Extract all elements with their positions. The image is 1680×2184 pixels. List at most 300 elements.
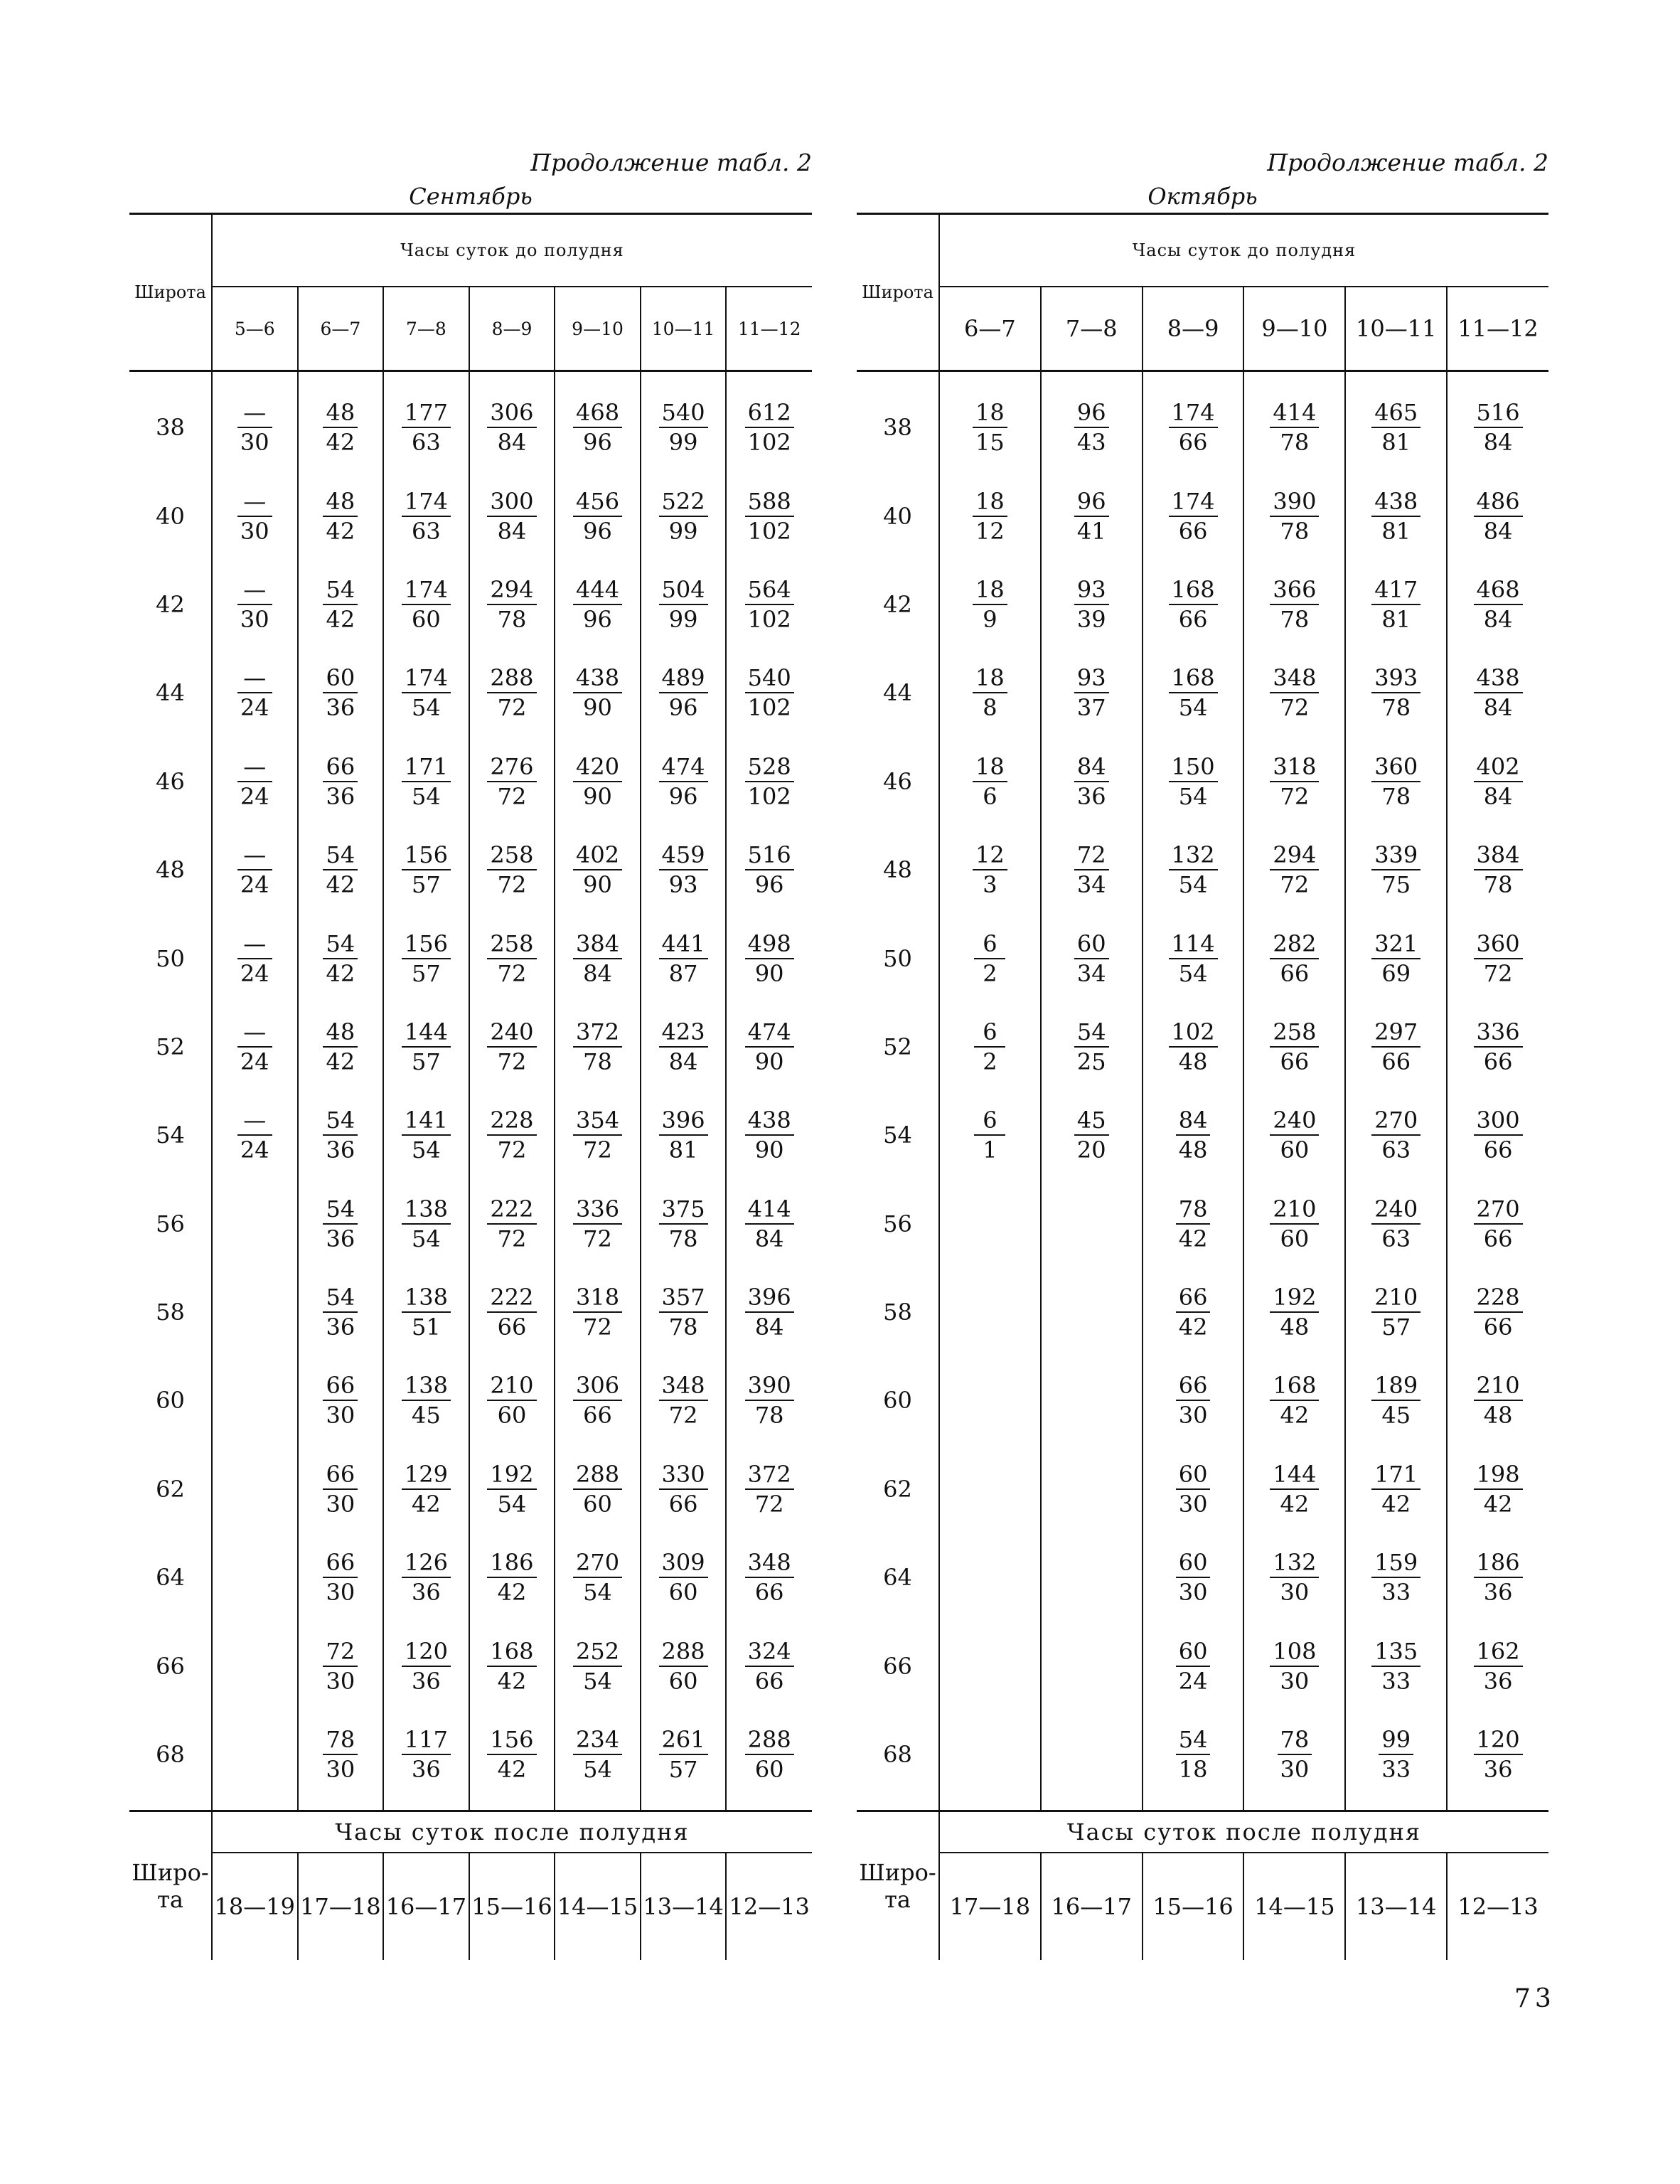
fraction-value [1270,929,1319,988]
fraction-numerator: 396 [745,1283,794,1313]
fraction-numerator: 54 [323,1195,358,1225]
fraction-numerator: 348 [1270,664,1319,693]
morning-hours-header: Часы суток до полудня [939,214,1548,287]
fraction-value [1371,1106,1420,1164]
fraction-denominator: 60 [668,1579,698,1607]
table-cell [212,914,298,1002]
fraction-numerator: 78 [1176,1195,1211,1225]
fraction-denominator: 78 [668,1314,698,1341]
fraction-value [402,487,451,545]
fraction-denominator: 66 [497,1314,527,1341]
fraction-numerator: 108 [1270,1637,1319,1667]
fraction-numerator: — [237,398,272,428]
hour-column-header: 6—7 [939,287,1041,371]
fraction-numerator: 261 [659,1725,708,1755]
fraction-value [487,752,536,811]
fraction-denominator: 54 [583,1579,612,1607]
fraction-denominator: 90 [754,1048,784,1075]
table-cell [939,737,1041,826]
table-continuation-label: Продолжение табл. 2 [530,149,812,176]
fraction-value [745,398,794,457]
fraction-value [323,664,358,722]
fraction-value [1169,929,1218,988]
fraction-value [745,1018,794,1076]
table-cell [555,1621,641,1710]
afternoon-hour-column-header: 12—13 [726,1853,812,1960]
table-cell [726,1445,812,1533]
fraction-value [1474,664,1523,722]
fraction-denominator: 60 [583,1490,612,1518]
table-cell [1345,1180,1447,1268]
fraction-numerator: 414 [1270,398,1319,428]
fraction-value [974,1018,1005,1076]
fraction-value [402,1637,451,1695]
fraction-value [973,841,1007,899]
fraction-value [237,752,272,811]
fraction-value [974,929,1005,988]
fraction-value [745,1460,794,1518]
table-cell [1143,1621,1244,1710]
fraction-denominator: 72 [497,694,527,722]
fraction-value [659,1637,708,1695]
fraction-numerator: — [237,929,272,959]
fraction-numerator: 318 [573,1283,622,1313]
fraction-denominator: 96 [583,517,612,545]
fraction-value [487,398,536,457]
fraction-numerator: 60 [1176,1548,1211,1578]
fraction-denominator: 36 [1483,1579,1513,1607]
table-cell [383,1180,469,1268]
table-cell [383,649,469,737]
fraction-value [323,1460,358,1518]
fraction-denominator: 78 [1381,782,1411,810]
fraction-denominator: 54 [1178,694,1208,722]
table-cell [555,1356,641,1444]
table-cell [469,560,555,649]
table-cell [1345,1533,1447,1621]
fraction-denominator: 84 [497,517,527,545]
fraction-value [1270,1106,1319,1164]
fraction-denominator: 18 [1178,1756,1208,1784]
fraction-denominator: 30 [1178,1579,1208,1607]
table-cell [555,472,641,560]
fraction-value [487,1106,536,1164]
fraction-numerator: 366 [1270,575,1319,605]
latitude-value: 66 [883,1652,912,1680]
fraction-denominator: 60 [1280,1225,1310,1252]
fraction-numerator: 177 [402,398,451,428]
table-cell [469,914,555,1002]
fraction-denominator: 42 [326,871,355,899]
table-cell [1143,383,1244,472]
fraction-numerator: 72 [323,1637,358,1667]
fraction-denominator: 45 [1381,1402,1411,1429]
table-cell [383,1621,469,1710]
fraction-numerator: 120 [402,1637,451,1667]
latitude-value: 44 [883,679,912,707]
september-panel [129,146,812,1960]
table-cell [212,1621,298,1710]
latitude-value: 58 [156,1299,185,1326]
fraction-value [745,575,794,634]
fraction-value [973,398,1007,457]
fraction-numerator: 168 [1169,575,1218,605]
latitude-value: 38 [883,414,912,442]
table-cell [1345,1710,1447,1799]
fraction-denominator: 51 [412,1314,441,1341]
table-cell [726,1091,812,1179]
latitude-value: 64 [883,1564,912,1592]
table-row [857,1091,1548,1179]
fraction-value [237,664,272,722]
fraction-value [973,664,1007,722]
table-row [129,1180,812,1268]
table-cell [1041,1180,1143,1268]
fraction-numerator: 117 [402,1725,451,1755]
fraction-denominator: 15 [975,429,1005,457]
table-cell [1143,560,1244,649]
table-cell [298,560,384,649]
fraction-denominator: 84 [754,1314,784,1341]
hour-column-header: 6—7 [298,287,384,371]
fraction-numerator: 270 [1474,1195,1523,1225]
fraction-numerator: 258 [487,841,536,870]
fraction-denominator: 63 [412,429,441,457]
fraction-value [973,487,1007,545]
table-cell [298,649,384,737]
table-cell [1041,1356,1143,1444]
fraction-denominator: 41 [1076,517,1106,545]
table-cell [1243,1710,1345,1799]
fraction-denominator: 30 [240,517,269,545]
fraction-numerator: 348 [659,1371,708,1401]
table-cell [641,383,727,472]
fraction-denominator: 90 [754,959,784,987]
table-cell [469,1003,555,1091]
table-cell [1447,1003,1548,1091]
table-cell [1243,1180,1345,1268]
fraction-numerator: 138 [402,1371,451,1401]
fraction-denominator: 57 [1381,1314,1411,1341]
fraction-numerator: 84 [1074,752,1109,782]
fraction-denominator: 36 [326,694,355,722]
fraction-denominator: 20 [1076,1136,1106,1164]
fraction-numerator: 192 [487,1460,536,1490]
fraction-denominator: 66 [583,1402,612,1429]
fraction-denominator: 63 [1381,1225,1411,1252]
fraction-numerator: 174 [1169,487,1218,517]
table-cell [1143,1445,1244,1533]
fraction-value [1074,664,1109,722]
table-cell [939,1710,1041,1799]
table-cell [383,1356,469,1444]
fraction-value [1371,664,1420,722]
fraction-numerator: 48 [323,1018,358,1048]
table-cell [939,383,1041,472]
fraction-denominator: 48 [1483,1402,1513,1429]
fraction-value [1371,1283,1420,1341]
fraction-value [573,752,622,811]
fraction-numerator: 489 [659,664,708,693]
table-cell [641,472,727,560]
fraction-value [487,1018,536,1076]
fraction-value [1074,752,1109,811]
fraction-numerator: 288 [487,664,536,693]
fraction-value [1371,575,1420,634]
table-cell [1143,914,1244,1002]
table-cell [383,1091,469,1179]
fraction-numerator: 78 [1278,1725,1312,1755]
table-cell [298,383,384,472]
fraction-numerator: 438 [1474,664,1523,693]
fraction-value [402,1195,451,1253]
hour-column-header: 7—8 [1041,287,1143,371]
fraction-denominator: 96 [583,429,612,457]
table-cell [212,472,298,560]
fraction-numerator: 132 [1169,841,1218,870]
table-row [129,914,812,1002]
fraction-denominator: 66 [1483,1225,1513,1252]
fraction-numerator: 459 [659,841,708,870]
fraction-numerator: 102 [1169,1018,1218,1048]
fraction-numerator: 393 [1371,664,1420,693]
fraction-value [487,575,536,634]
fraction-numerator: — [237,664,272,693]
afternoon-latitude-header [129,1811,212,1961]
table-cell [1243,383,1345,472]
table-cell [1447,472,1548,560]
fraction-denominator: 66 [1178,429,1208,457]
afternoon-hour-column-header: 13—14 [641,1853,727,1960]
month-title: Октябрь [1147,183,1258,210]
fraction-value [323,487,358,545]
fraction-denominator: 90 [583,782,612,810]
table-row [857,1533,1548,1621]
fraction-numerator: 198 [1474,1460,1523,1490]
fraction-denominator: 78 [1280,605,1310,633]
fraction-denominator: 42 [412,1490,441,1518]
table-cell [1243,649,1345,737]
fraction-numerator: 93 [1074,664,1109,693]
fraction-numerator: — [237,1018,272,1048]
table-cell [469,826,555,914]
fraction-value [745,752,794,811]
fraction-denominator: 96 [668,782,698,810]
fraction-denominator: 48 [1280,1314,1310,1341]
fraction-value [237,398,272,457]
fraction-value [1270,575,1319,634]
fraction-denominator: 66 [1483,1314,1513,1341]
fraction-numerator: 252 [573,1637,622,1667]
table-cell [641,914,727,1002]
table-cell [1143,1710,1244,1799]
table-cell [469,649,555,737]
fraction-numerator: 348 [745,1548,794,1578]
fraction-denominator: 84 [1483,517,1513,545]
fraction-numerator: — [237,1106,272,1136]
fraction-denominator: 30 [1280,1756,1310,1784]
fraction-value [1176,1460,1211,1518]
fraction-denominator: 72 [754,1490,784,1518]
fraction-value [745,841,794,899]
fraction-numerator: 438 [745,1106,794,1136]
fraction-value [659,398,708,457]
fraction-value [974,1106,1005,1164]
fraction-value [1270,398,1319,457]
table-cell [555,826,641,914]
fraction-value [1270,1548,1319,1607]
fraction-denominator: 72 [497,871,527,899]
fraction-numerator: 168 [487,1637,536,1667]
table-cell [726,383,812,472]
fraction-denominator: 84 [754,1225,784,1252]
fraction-denominator: 84 [1483,694,1513,722]
fraction-denominator: 102 [747,694,791,722]
table-cell [1447,649,1548,737]
fraction-numerator: 66 [323,1460,358,1490]
latitude-value: 54 [156,1122,185,1149]
table-cell [1345,1003,1447,1091]
fraction-numerator: 402 [1474,752,1523,782]
fraction-denominator: 84 [1483,605,1513,633]
fraction-value [1176,1371,1211,1429]
fraction-value [659,1283,708,1341]
fraction-numerator: 48 [323,487,358,517]
fraction-value [487,1725,536,1784]
fraction-value [659,1371,708,1429]
table-cell [726,1533,812,1621]
fraction-value [573,841,622,899]
fraction-numerator: 372 [573,1018,622,1048]
fraction-numerator: — [237,841,272,870]
table-cell [1345,737,1447,826]
fraction-value [402,1371,451,1429]
fraction-numerator: 54 [1176,1725,1211,1755]
latitude-value: 68 [883,1741,912,1769]
daylight-table [129,213,812,1960]
table-cell [726,914,812,1002]
fraction-numerator: 54 [323,841,358,870]
fraction-denominator: 102 [747,782,791,810]
fraction-value [1074,841,1109,899]
fraction-value [402,1548,451,1607]
fraction-value [745,1637,794,1695]
fraction-denominator: 54 [1178,871,1208,899]
fraction-numerator: 228 [487,1106,536,1136]
fraction-denominator: 34 [1076,959,1106,987]
fraction-value [659,664,708,722]
month-title: Сентябрь [409,183,533,210]
table-cell [1447,1445,1548,1533]
table-cell [939,1003,1041,1091]
fraction-numerator: 444 [573,575,622,605]
fraction-denominator: 42 [326,517,355,545]
fraction-numerator: 438 [573,664,622,693]
table-cell [939,1621,1041,1710]
fraction-denominator: 57 [412,871,441,899]
table-cell [939,1180,1041,1268]
fraction-denominator: 72 [497,782,527,810]
fraction-denominator: 75 [1381,871,1411,899]
fraction-value [659,752,708,811]
fraction-denominator: 36 [412,1667,441,1695]
fraction-denominator: 3 [983,871,997,899]
fraction-numerator: 390 [1270,487,1319,517]
table-cell [555,1445,641,1533]
fraction-numerator: 84 [1176,1106,1211,1136]
table-cell [1041,1445,1143,1533]
fraction-value [1278,1725,1312,1784]
fraction-value [1371,1371,1420,1429]
fraction-value [1169,841,1218,899]
fraction-numerator: 144 [1270,1460,1319,1490]
fraction-value [323,1637,358,1695]
fraction-denominator: 42 [497,1756,527,1784]
fraction-numerator: — [237,752,272,782]
table-cell [298,1091,384,1179]
table-cell [469,472,555,560]
fraction-denominator: 66 [668,1490,698,1518]
fraction-value [745,1548,794,1607]
afternoon-latitude-header [857,1811,939,1961]
fraction-value [323,929,358,988]
fraction-numerator: 330 [659,1460,708,1490]
fraction-value [1169,398,1218,457]
table-cell [1447,1621,1548,1710]
fraction-denominator: 24 [240,782,269,810]
fraction-denominator: 93 [668,871,698,899]
fraction-denominator: 37 [1076,694,1106,722]
fraction-value [1176,1106,1211,1164]
fraction-numerator: 396 [659,1106,708,1136]
fraction-value [237,1106,272,1164]
fraction-denominator: 90 [583,694,612,722]
fraction-value [573,1018,622,1076]
latitude-value: 46 [156,767,185,795]
table-cell [469,383,555,472]
table-cell [383,472,469,560]
table-cell [383,914,469,1002]
table-cell [1041,1091,1143,1179]
fraction-value [973,575,1007,634]
fraction-denominator: 66 [754,1667,784,1695]
fraction-numerator: 156 [402,841,451,870]
latitude-value: 52 [156,1033,185,1060]
fraction-value [402,1460,451,1518]
fraction-value [402,398,451,457]
fraction-denominator: 60 [668,1667,698,1695]
fraction-numerator: 258 [1270,1018,1319,1048]
fraction-numerator: 72 [1074,841,1109,870]
table-cell [212,383,298,472]
table-cell [1243,826,1345,914]
fraction-denominator: 39 [1076,605,1106,633]
fraction-denominator: 66 [754,1579,784,1607]
table-cell [1041,914,1143,1002]
fraction-denominator: 1 [983,1136,997,1164]
table-cell [1041,383,1143,472]
fraction-numerator: 465 [1371,398,1420,428]
latitude-value: 56 [883,1210,912,1237]
fraction-value [1371,841,1420,899]
table-row [129,1003,812,1091]
fraction-numerator: 138 [402,1195,451,1225]
fraction-value [1474,752,1523,811]
fraction-denominator: 42 [326,1048,355,1075]
fraction-value [1169,1018,1218,1076]
fraction-denominator: 78 [1381,694,1411,722]
fraction-value [1474,487,1523,545]
